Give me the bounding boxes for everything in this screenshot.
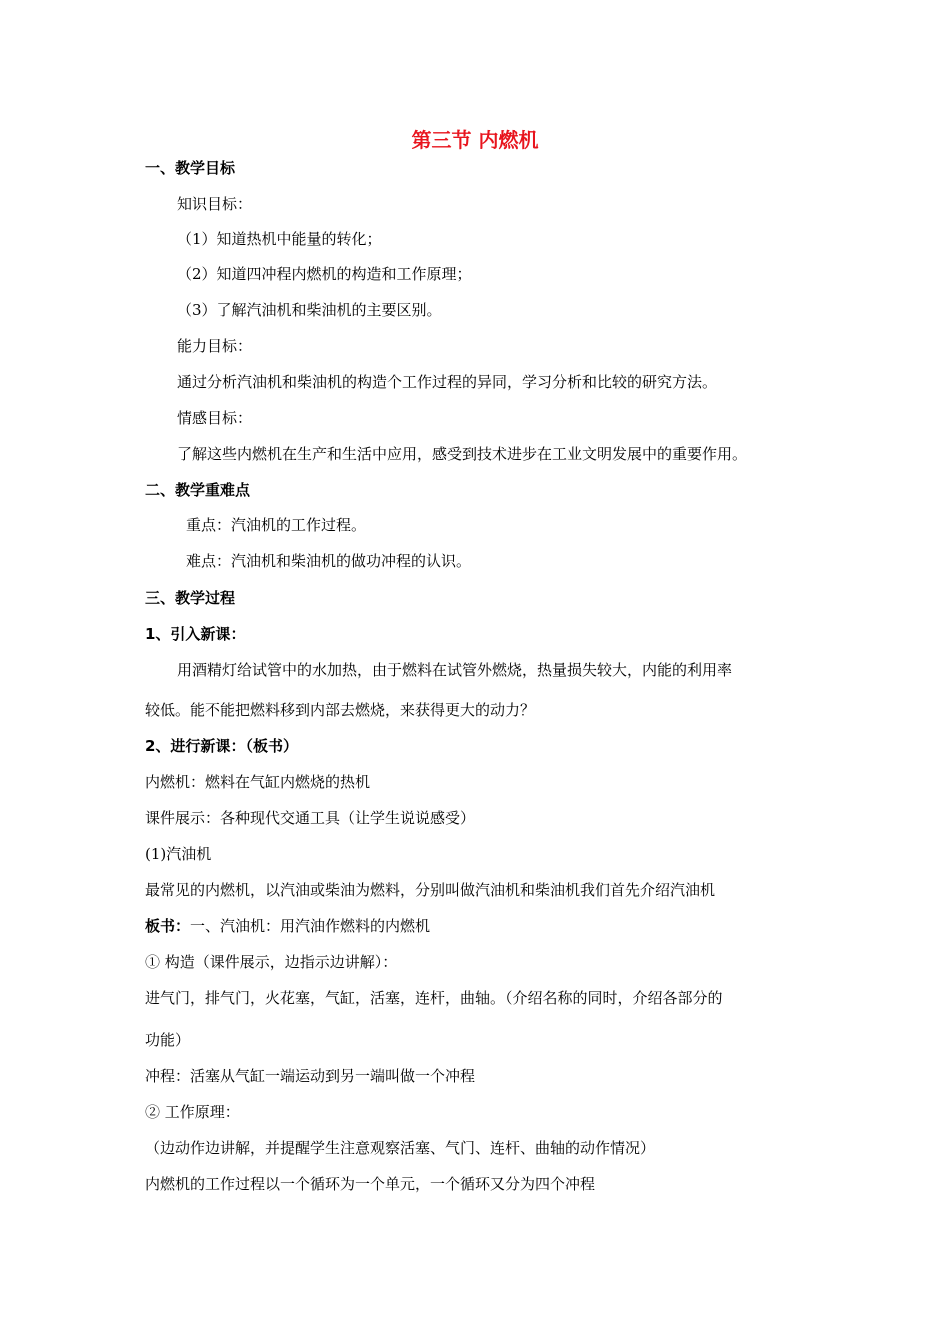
knowledge-item-1: （1）知道热机中能量的转化； (177, 230, 382, 248)
difficult-point: 难点：汽油机和柴油机的做功冲程的认识。 (186, 552, 472, 570)
ability-label: 能力目标： (177, 337, 253, 355)
gasoline-engine-heading: (1)汽油机 (145, 845, 212, 863)
common-engine-text: 最常见的内燃机，以汽油或柴油为燃料，分别叫做汽油机和柴油机我们首先介绍汽油机 (145, 881, 716, 899)
step-2-heading: 2、进行新课：（板书） (145, 737, 298, 755)
board-label: 板书： (145, 917, 191, 935)
demo-note: （边动作边讲解，并提醒学生注意观察活塞、气门、连杆、曲轴的动作情况） (145, 1139, 656, 1157)
knowledge-item-3: （3）了解汽油机和柴油机的主要区别。 (177, 301, 442, 319)
section-heading-objectives: 一、教学目标 (145, 159, 236, 177)
document-title: 第三节 内燃机 (411, 128, 539, 152)
intro-paragraph-line-2: 较低。能不能把燃料移到内部去燃烧，来获得更大的动力？ (145, 701, 536, 719)
parts-line-1: 进气门，排气门，火花塞，气缸，活塞，连杆，曲轴。（介绍名称的同时，介绍各部分的 (145, 989, 723, 1007)
emotion-label: 情感目标： (177, 409, 253, 427)
knowledge-label: 知识目标： (177, 195, 253, 213)
stroke-definition: 冲程：活塞从气缸一端运动到另一端叫做一个冲程 (145, 1067, 476, 1085)
section-heading-keypoints: 二、教学重难点 (145, 481, 251, 499)
ability-text: 通过分析汽油机和柴油机的构造个工作过程的异同，学习分析和比较的研究方法。 (177, 373, 718, 391)
board-text: 一、汽油机：用汽油作燃料的内燃机 (190, 917, 431, 935)
board-line (145, 916, 430, 936)
section-heading-process: 三、教学过程 (145, 589, 236, 607)
intro-paragraph-line-1: 用酒精灯给试管中的水加热，由于燃料在试管外燃烧，热量损失较大，内能的利用率 (177, 661, 733, 679)
step-1-heading: 1、引入新课： (145, 625, 246, 643)
principle-heading: ② 工作原理： (145, 1103, 240, 1121)
engine-definition: 内燃机：燃料在气缸内燃烧的热机 (145, 773, 371, 791)
emotion-text: 了解这些内燃机在生产和生活中应用，感受到技术进步在工业文明发展中的重要作用。 (177, 445, 748, 463)
knowledge-item-2: （2）知道四冲程内燃机的构造和工作原理； (177, 265, 472, 283)
parts-line-2: 功能） (145, 1031, 191, 1049)
structure-heading: ① 构造（课件展示，边指示边讲解）： (145, 953, 398, 971)
key-point: 重点：汽油机的工作过程。 (186, 516, 367, 534)
courseware-note: 课件展示：各种现代交通工具（让学生说说感受） (145, 809, 476, 827)
cycle-text: 内燃机的工作过程以一个循环为一个单元，一个循环又分为四个冲程 (145, 1175, 596, 1193)
